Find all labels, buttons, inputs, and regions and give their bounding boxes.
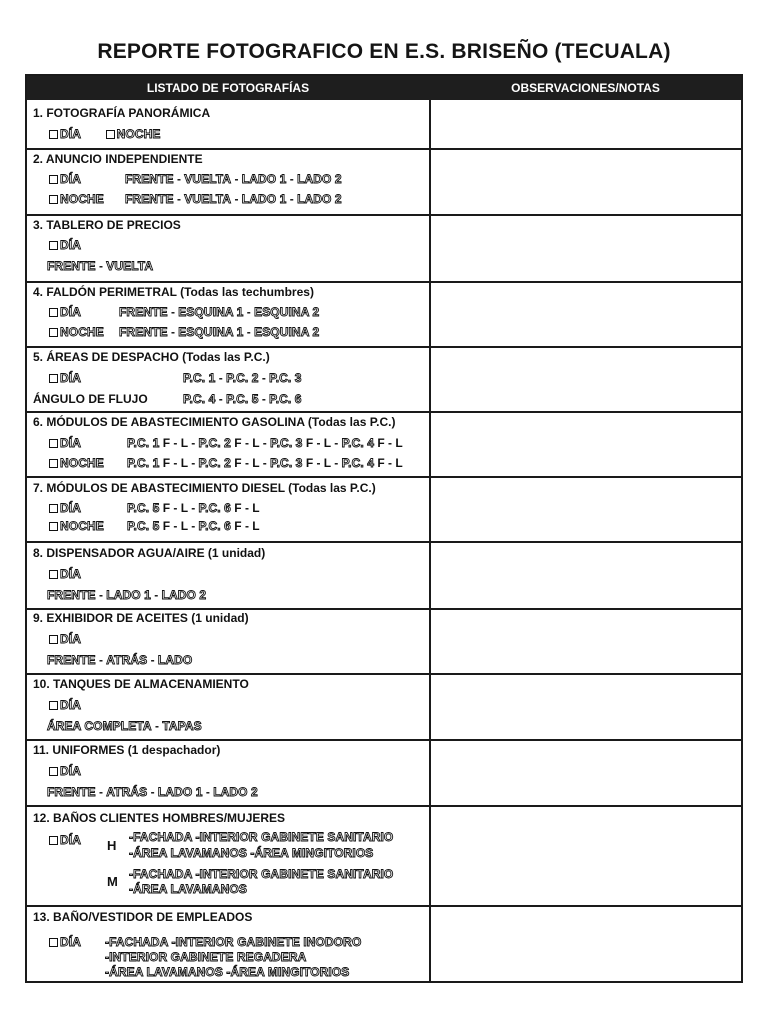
row-divider: [27, 476, 741, 478]
night-label: NOCHE: [60, 456, 104, 470]
row-divider: [27, 281, 741, 283]
row-divider: [27, 346, 741, 348]
pc-label: P.C. 1: [183, 371, 216, 385]
employee-items-line: -FACHADA -INTERIOR GABINETE INODORO: [105, 935, 362, 949]
fl-label: F - L: [162, 456, 188, 470]
fl-label: F - L: [234, 519, 260, 533]
row-divider: [27, 608, 741, 610]
row-divider: [27, 541, 741, 543]
fl-label: F - L: [234, 501, 260, 515]
night-label: NOCHE: [116, 127, 161, 141]
men-items-line: -FACHADA -INTERIOR GABINETE SANITARIO: [129, 830, 394, 844]
view-label: LADO 2: [213, 785, 258, 799]
page-title: REPORTE FOTOGRAFICO EN E.S. BRISEÑO (TECUALA): [97, 40, 671, 63]
pc-label: P.C. 3: [270, 456, 303, 470]
pc-label: P.C. 1: [127, 456, 160, 470]
view-label: VUELTA: [184, 192, 232, 206]
pc-label: P.C. 3: [269, 371, 302, 385]
pc-label: P.C. 6: [198, 501, 231, 515]
fl-label: F - L: [377, 456, 403, 470]
pc-label: P.C. 6: [269, 392, 302, 406]
view-label: LADO 1: [106, 588, 151, 602]
section-title: 3. TABLERO DE PRECIOS: [33, 218, 181, 232]
night-checkbox[interactable]: [49, 522, 58, 531]
night-checkbox[interactable]: [49, 328, 58, 337]
view-label: ATRÁS: [106, 653, 148, 667]
day-checkbox[interactable]: [49, 439, 58, 448]
pc-label: P.C. 5: [127, 501, 160, 515]
view-label: VUELTA: [184, 172, 232, 186]
section-title: 12. BAÑOS CLIENTES HOMBRES/MUJERES: [33, 811, 286, 825]
pc-label: P.C. 5: [226, 392, 259, 406]
day-checkbox[interactable]: [49, 635, 58, 644]
section-title: 6. MÓDULOS DE ABASTECIMIENTO GASOLINA (Todas las P.C.): [33, 415, 396, 429]
day-checkbox[interactable]: [49, 130, 58, 139]
pc-label: P.C. 2: [198, 456, 231, 470]
night-label: NOCHE: [60, 325, 104, 339]
day-checkbox[interactable]: [49, 308, 58, 317]
row-divider: [27, 214, 741, 216]
pc-label: P.C. 6: [198, 519, 231, 533]
view-label: LADO 1: [157, 785, 203, 799]
view-label: FRENTE: [125, 172, 174, 186]
section-title: 2. ANUNCIO INDEPENDIENTE: [33, 152, 203, 166]
view-label: VUELTA: [106, 259, 154, 273]
view-label: LADO 2: [161, 588, 207, 602]
day-checkbox[interactable]: [49, 504, 58, 513]
section-title: 13. BAÑO/VESTIDOR DE EMPLEADOS: [33, 910, 253, 924]
view-label: FRENTE: [119, 305, 168, 319]
day-checkbox[interactable]: [49, 570, 58, 579]
pc-label: P.C. 4: [341, 456, 374, 470]
photo-table: LISTADO DE FOTOGRAFÍAS OBSERVACIONES/NOTAS 1. FOTOGRAFÍA PANORÁMICA DÍA NOCHE 2. ANUNCIO INDEPENDIENTE DÍA FRENTE - VUELTA - LADO 1 - LADO 2 NOCHE FRENTE - VUELTA - LADO 1 - LADO 2 3. TABLERO DE PRECIOS DÍA FRENTE - VUELTA 4. FALDÓN PERIMETRAL (Todas las techumbres) DÍA FRENTE - ESQUINA 1 - ESQUINA 2 NOCHE FRENTE - ESQUINA 1 - ESQUINA 2 5. ÁREAS DE DESPACHO (Todas las P.C.) DÍA P.C. 1 - P.C. 2 - P.C. 3 ÁNGULO DE FLUJO P.C. 4 - P.C. 5 - P.C. 6 6. MÓDULOS DE ABASTECIMIENTO GASOLINA (Todas las P.C.) DÍA P.C. 1 F - L - P.C. 2 F - L - P.C. 3 F - L - P.C. 4 F - L NOCHE P.C. 1 F - L - P.C. 2 F - L - P.C. 3 F - L - P.C. 4 F - L 7. MÓDULOS DE ABASTECIMIENTO DIESEL (Todas las P.C.) DÍA P.C. 5 F - L - P.C. 6 F - L NOCHE P.C. 5 F - L - P.C. 6 F - L 8. DISPENSADOR AGUA/AIRE (1 unidad) DÍA FRENTE - LADO 1 - LADO 2 9. EXHIBIDOR DE ACEITES (1 unidad) DÍA FRENTE - ATRÁS - LADO 10. TANQUES DE ALMACENAMIENTO DÍA ÁREA COMPLETA - TAPAS 11. UNIFORMES (1 despachador) DÍA FRENTE - ATRÁS - LADO 1 - LADO 2 12. BAÑOS CLIENTES HOMBRES/MUJERES DÍA H -FACHADA -INTERIOR GABINETE SANITARIO -ÁREA LAVAMANOS -ÁREA MINGITORIOS M -FACHADA -INTERIOR GABINETE SANITARIO -ÁREA LAVAMANOS 13. BAÑO/VESTIDOR DE EMPLEADOS DÍA -FACHADA -INTERIOR GABINETE INODORO -INTERIOR GABINETE REGADERA -ÁREA LAVAMANOS -ÁREA MINGITORIOS: [25, 74, 743, 983]
fl-label: F - L: [162, 519, 188, 533]
view-label: ÁREA COMPLETA: [47, 719, 152, 733]
row-divider: [27, 673, 741, 675]
day-checkbox[interactable]: [49, 175, 58, 184]
women-label: M: [107, 874, 118, 889]
view-label: FRENTE: [119, 325, 168, 339]
view-label: LADO 2: [297, 192, 342, 206]
fl-label: F - L: [162, 436, 188, 450]
view-label: ESQUINA 1: [178, 305, 244, 319]
row-divider: [27, 411, 741, 413]
row-divider: [27, 905, 741, 907]
women-items-line: -ÁREA LAVAMANOS: [129, 882, 247, 896]
day-checkbox[interactable]: [49, 241, 58, 250]
night-checkbox[interactable]: [106, 130, 115, 139]
fl-label: F - L: [377, 436, 403, 450]
row-divider: [27, 805, 741, 807]
day-label: DÍA: [60, 238, 81, 252]
day-label: DÍA: [60, 127, 81, 141]
pc-label: P.C. 2: [198, 436, 231, 450]
view-label: ESQUINA 1: [178, 325, 244, 339]
day-checkbox[interactable]: [49, 938, 58, 947]
day-label: DÍA: [60, 305, 81, 319]
row-divider: [27, 739, 741, 741]
night-checkbox[interactable]: [49, 459, 58, 468]
pc-label: P.C. 2: [226, 371, 259, 385]
view-label: FRENTE: [125, 192, 174, 206]
section-title: 11. UNIFORMES (1 despachador): [33, 743, 221, 757]
day-label: DÍA: [60, 632, 81, 646]
view-label: LADO 2: [297, 172, 342, 186]
day-checkbox[interactable]: [49, 374, 58, 383]
day-label: DÍA: [60, 833, 81, 847]
employee-items-line: -ÁREA LAVAMANOS -ÁREA MINGITORIOS: [105, 965, 350, 979]
view-label: FRENTE: [47, 588, 96, 602]
night-label: NOCHE: [60, 192, 104, 206]
day-label: DÍA: [60, 501, 81, 515]
view-label: TAPAS: [162, 719, 202, 733]
view-label: FRENTE: [47, 785, 96, 799]
view-label: FRENTE: [47, 259, 96, 273]
table-header: [27, 76, 741, 100]
day-checkbox[interactable]: [49, 701, 58, 710]
day-label: DÍA: [60, 567, 81, 581]
fl-label: F - L: [234, 456, 260, 470]
view-label: ESQUINA 2: [254, 305, 320, 319]
day-label: DÍA: [60, 764, 81, 778]
pc-label: P.C. 4: [183, 392, 216, 406]
day-label: DÍA: [60, 436, 81, 450]
view-label: LADO: [157, 653, 193, 667]
pc-label: P.C. 5: [127, 519, 160, 533]
day-label: DÍA: [60, 698, 81, 712]
view-label: ATRÁS: [106, 785, 148, 799]
men-label: H: [107, 838, 117, 853]
view-label: ESQUINA 2: [254, 325, 320, 339]
section-title: 7. MÓDULOS DE ABASTECIMIENTO DIESEL (Todas las P.C.): [33, 481, 376, 495]
fl-label: F - L: [234, 436, 260, 450]
night-checkbox[interactable]: [49, 195, 58, 204]
flow-angle-label: ÁNGULO DE FLUJO: [33, 392, 148, 406]
header-photo-list: LISTADO DE FOTOGRAFÍAS: [146, 81, 310, 95]
pc-label: P.C. 4: [341, 436, 374, 450]
fl-label: F - L: [305, 436, 331, 450]
day-label: DÍA: [60, 935, 81, 949]
men-items-line: -ÁREA LAVAMANOS -ÁREA MINGITORIOS: [129, 846, 374, 860]
section-title: 10. TANQUES DE ALMACENAMIENTO: [33, 677, 249, 691]
fl-label: F - L: [162, 501, 188, 515]
section-title: 1. FOTOGRAFÍA PANORÁMICA: [33, 106, 211, 120]
day-checkbox[interactable]: [49, 836, 58, 845]
women-items-line: -FACHADA -INTERIOR GABINETE SANITARIO: [129, 867, 394, 881]
day-label: DÍA: [60, 172, 81, 186]
section-title: 5. ÁREAS DE DESPACHO (Todas las P.C.): [33, 350, 270, 364]
night-label: NOCHE: [60, 519, 104, 533]
employee-items-line: -INTERIOR GABINETE REGADERA: [105, 950, 307, 964]
day-label: DÍA: [60, 371, 81, 385]
view-label: LADO 1: [241, 172, 287, 186]
pc-label: P.C. 3: [270, 436, 303, 450]
fl-label: F - L: [305, 456, 331, 470]
pc-label: P.C. 1: [127, 436, 160, 450]
header-notes: OBSERVACIONES/NOTAS: [511, 81, 660, 95]
section-title: 9. EXHIBIDOR DE ACEITES (1 unidad): [33, 611, 249, 625]
section-title: 8. DISPENSADOR AGUA/AIRE (1 unidad): [33, 546, 266, 560]
row-divider: [27, 148, 741, 150]
view-label: LADO 1: [241, 192, 287, 206]
view-label: FRENTE: [47, 653, 96, 667]
section-title: 4. FALDÓN PERIMETRAL (Todas las techumbres): [33, 285, 314, 299]
day-checkbox[interactable]: [49, 767, 58, 776]
